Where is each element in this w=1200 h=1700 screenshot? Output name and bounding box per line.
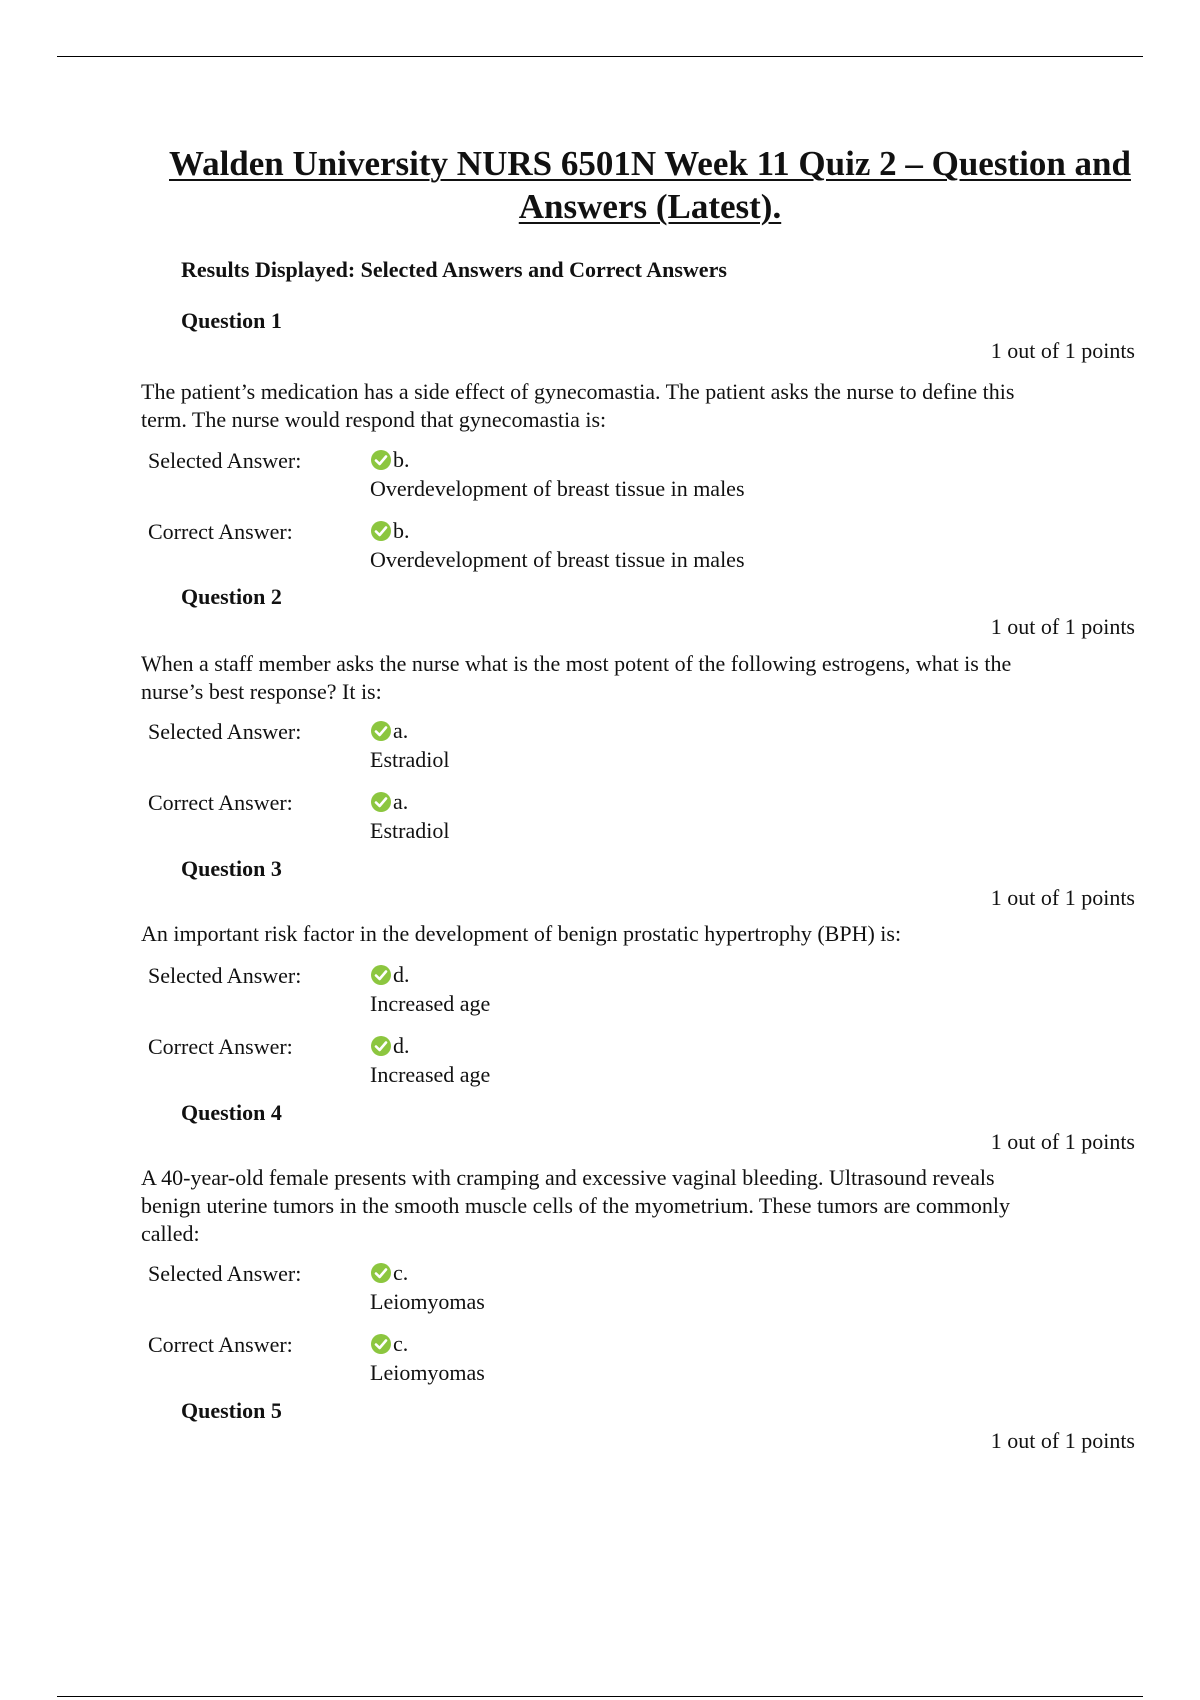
document-title: Walden University NURS 6501N Week 11 Quiz 2 – Question and Answers (Latest). bbox=[169, 144, 1131, 226]
selected-answer-label: Selected Answer: bbox=[148, 719, 302, 744]
selected-answer-label: Selected Answer: bbox=[148, 1261, 302, 1286]
selected-answer-letter: d. bbox=[393, 962, 410, 987]
question-heading: Question 2 bbox=[181, 584, 282, 609]
selected-answer-text: Overdevelopment of breast tissue in males bbox=[370, 476, 745, 501]
question-text: A 40-year-old female presents with cramping and excessive vaginal bleeding. Ultrasound reveals benign uterine tumors in the smooth muscle cells of the myometrium. These tumors are commonly called: bbox=[141, 1165, 1011, 1246]
selected-answer bbox=[370, 447, 410, 473]
correct-answer-letter: a. bbox=[393, 789, 409, 814]
question-heading: Question 1 bbox=[181, 308, 282, 333]
bottom-rule bbox=[57, 1696, 1143, 1697]
question-text: An important risk factor in the development of benign prostatic hypertrophy (BPH) is: bbox=[141, 921, 902, 946]
correct-answer bbox=[370, 518, 410, 544]
correct-answer-text: Estradiol bbox=[370, 818, 450, 843]
results-displayed: Results Displayed: Selected Answers and Correct Answers bbox=[181, 257, 727, 282]
question-heading: Question 5 bbox=[181, 1398, 282, 1423]
check-circle-icon bbox=[370, 791, 392, 813]
correct-answer-letter: b. bbox=[393, 518, 410, 543]
question-text: The patient’s medication has a side effect of gynecomastia. The patient asks the nurse to define this term. The nurse would respond that gynecomastia is: bbox=[141, 379, 1015, 432]
question-heading: Question 4 bbox=[181, 1100, 282, 1125]
check-circle-icon bbox=[370, 720, 392, 742]
correct-answer-text: Leiomyomas bbox=[370, 1360, 485, 1385]
correct-answer-letter: d. bbox=[393, 1033, 410, 1058]
correct-answer-label: Correct Answer: bbox=[148, 790, 293, 815]
correct-answer-label: Correct Answer: bbox=[148, 519, 293, 544]
selected-answer bbox=[370, 962, 410, 988]
question-points: 1 out of 1 points bbox=[990, 885, 1135, 910]
check-circle-icon bbox=[370, 1035, 392, 1057]
check-circle-icon bbox=[370, 520, 392, 542]
correct-answer-text: Increased age bbox=[370, 1062, 491, 1087]
selected-answer bbox=[370, 718, 408, 744]
selected-answer-text: Increased age bbox=[370, 991, 491, 1016]
check-circle-icon bbox=[370, 964, 392, 986]
selected-answer-text: Estradiol bbox=[370, 747, 450, 772]
selected-answer-text: Leiomyomas bbox=[370, 1289, 485, 1314]
correct-answer-label: Correct Answer: bbox=[148, 1034, 293, 1059]
question-points: 1 out of 1 points bbox=[990, 1428, 1135, 1453]
question-points: 1 out of 1 points bbox=[990, 338, 1135, 363]
question-heading: Question 3 bbox=[181, 856, 282, 881]
selected-answer-label: Selected Answer: bbox=[148, 448, 302, 473]
selected-answer bbox=[370, 1260, 408, 1286]
question-text: When a staff member asks the nurse what is the most potent of the following estrogens, what is the nurse’s best response? It is: bbox=[141, 651, 1012, 704]
question-points: 1 out of 1 points bbox=[990, 614, 1135, 639]
check-circle-icon bbox=[370, 1262, 392, 1284]
correct-answer bbox=[370, 1033, 410, 1059]
correct-answer-letter: c. bbox=[393, 1331, 409, 1356]
correct-answer bbox=[370, 1331, 408, 1357]
correct-answer bbox=[370, 789, 408, 815]
top-rule bbox=[57, 56, 1143, 57]
correct-answer-text: Overdevelopment of breast tissue in males bbox=[370, 547, 745, 572]
selected-answer-letter: c. bbox=[393, 1260, 409, 1285]
question-points: 1 out of 1 points bbox=[990, 1129, 1135, 1154]
selected-answer-letter: a. bbox=[393, 718, 409, 743]
check-circle-icon bbox=[370, 449, 392, 471]
correct-answer-label: Correct Answer: bbox=[148, 1332, 293, 1357]
selected-answer-letter: b. bbox=[393, 447, 410, 472]
check-circle-icon bbox=[370, 1333, 392, 1355]
selected-answer-label: Selected Answer: bbox=[148, 963, 302, 988]
